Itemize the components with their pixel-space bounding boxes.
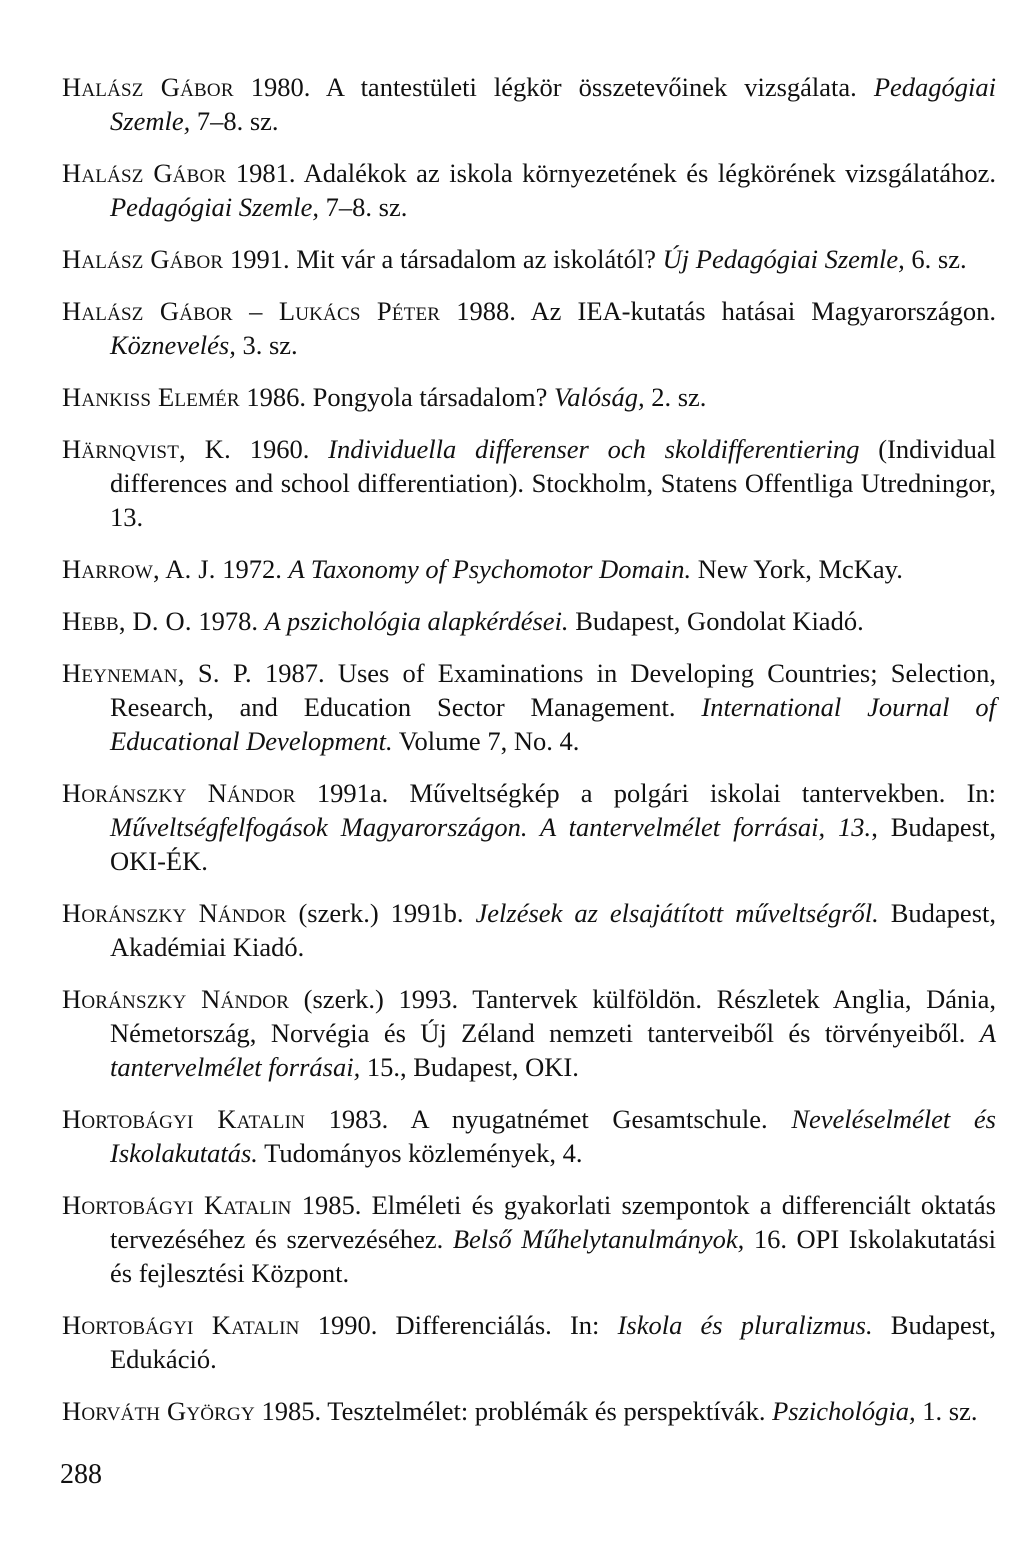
bibliography-entry [62, 294, 996, 362]
bibliography-entry [62, 1308, 996, 1376]
entry-author: Horánszky Nándor [62, 898, 287, 928]
entry-author: Härnqvist, K. [62, 434, 231, 464]
bibliography-entry [62, 776, 996, 878]
entry-title-italic: Belső Műhelytanulmányok, [452, 1224, 745, 1254]
entry-text: (szerk.) 1991b. [286, 898, 476, 928]
entry-text: 3. sz. [235, 330, 298, 360]
entry-text: 7–8. sz. [319, 192, 408, 222]
entry-text: New York, McKay. [691, 554, 903, 584]
entry-text: 1960. [230, 434, 329, 464]
entry-text: 1991. Mit vár a társadalom az iskolától? [223, 244, 663, 274]
bibliography-entry [62, 1102, 996, 1170]
entry-text: , Budapest, OKI-ÉK. [110, 812, 996, 876]
bibliography-entry [62, 552, 996, 586]
entry-author: Halász Gábor [62, 72, 234, 102]
entry-text: 1983. A nyugatnémet Gesamtschule. [305, 1104, 792, 1134]
entry-author: Hankiss Elemér [62, 382, 240, 412]
entry-text: Budapest, Edukáció. [110, 1310, 997, 1374]
entry-text: 6. sz. [904, 244, 967, 274]
entry-title-italic: Valóság, [554, 382, 645, 412]
entry-author: Hebb, D. O. [62, 606, 192, 636]
entry-text: 15., Budapest, OKI. [360, 1052, 579, 1082]
entry-title-italic: Iskola és pluralizmus. [617, 1310, 873, 1340]
entry-title-italic: Pszichológia, [772, 1396, 916, 1426]
page-number: 288 [60, 1459, 102, 1490]
entry-text: 2. sz. [644, 382, 707, 412]
entry-title-italic: Individuella differenser och skoldifferentiering [328, 434, 860, 464]
bibliography-entry [62, 1188, 996, 1290]
bibliography-entry [62, 380, 996, 414]
entry-author: Halász Gábor – Lukács Péter [62, 296, 441, 326]
entry-text: 1. sz. [915, 1396, 978, 1426]
bibliography-entry [62, 656, 996, 758]
entry-title-italic: Neveléselmélet és Iskolakutatás. [110, 1104, 996, 1168]
entry-text: 1980. A tantestületi légkör összetevőinek vizsgálata. [233, 72, 874, 102]
entry-author: Hortobágyi Katalin [62, 1104, 306, 1134]
entry-title-italic: A pszichológia alapkérdései. [264, 606, 569, 636]
entry-title-italic: Pedagógiai Szemle, [110, 72, 996, 136]
bibliography-list [62, 70, 996, 1446]
entry-text: 1985. Elméleti és gyakorlati szempontok a differenciált oktatás tervezéséhez és szervezéséhez. [110, 1190, 996, 1254]
entry-text: 1985. Tesztelmélet: problémák és perspektívák. [254, 1396, 773, 1426]
entry-text: 1988. Az IEA-kutatás hatásai Magyarországon. [440, 296, 996, 326]
entry-author: Heyneman, S. P. [62, 658, 252, 688]
entry-text: 1972. [215, 554, 289, 584]
entry-author: Harrow, A. J. [62, 554, 216, 584]
bibliography-entry [62, 1394, 996, 1428]
entry-text: Budapest, Gondolat Kiadó. [568, 606, 864, 636]
entry-title-italic: Jelzések az elsajátított műveltségről. [475, 898, 879, 928]
entry-title-italic: Műveltségfelfogások Magyarországon. A tantervelmélet forrásai, 13. [110, 812, 872, 842]
entry-author: Hortobágyi Katalin [62, 1310, 300, 1340]
entry-author: Hortobágyi Katalin [62, 1190, 292, 1220]
entry-author: Horánszky Nándor [62, 778, 296, 808]
bibliography-entry [62, 242, 996, 276]
entry-text: 7–8. sz. [190, 106, 279, 136]
entry-text: Tudományos közlemények, 4. [257, 1138, 583, 1168]
entry-title-italic: Köznevelés, [110, 330, 236, 360]
bibliography-entry [62, 604, 996, 638]
entry-text: 1986. Pongyola társadalom? [239, 382, 555, 412]
bibliography-entry [62, 896, 996, 964]
entry-text: Volume 7, No. 4. [392, 726, 580, 756]
entry-text: 1990. Differenciálás. In: [299, 1310, 618, 1340]
bibliography-entry [62, 982, 996, 1084]
entry-text: 1981. Adalékok az iskola környezetének és légkörének vizsgálatához. [226, 158, 997, 188]
entry-author: Horváth György [62, 1396, 255, 1426]
entry-title-italic: Pedagógiai Szemle, [110, 192, 320, 222]
entry-text: (szerk.) 1993. Tantervek külföldön. Részletek Anglia, Dánia, Németország, Norvégia és Új Zéland nemzeti tanterveiből és törvényeiből. [110, 984, 996, 1048]
bibliography-entry [62, 70, 996, 138]
entry-title-italic: A Taxonomy of Psychomotor Domain. [288, 554, 692, 584]
entry-author: Horánszky Nándor [62, 984, 290, 1014]
bibliography-entry [62, 432, 996, 534]
entry-text: 1978. [191, 606, 265, 636]
entry-author: Halász Gábor [62, 244, 224, 274]
entry-title-italic: A tantervelmélet forrásai, [110, 1018, 996, 1082]
entry-text: (Individual differences and school differentiation). Stockholm, Statens Offentliga Utredningor, 13. [110, 434, 997, 532]
entry-author: Halász Gábor [62, 158, 227, 188]
entry-text: 1991a. Műveltségkép a polgári iskolai tantervekben. In: [295, 778, 997, 808]
entry-text: 16. OPI Iskolakutatási és fejlesztési Központ. [110, 1224, 996, 1288]
entry-title-italic: International Journal of Educational Development. [110, 692, 997, 756]
entry-text: 1987. Uses of Examinations in Developing Countries; Selection, Research, and Education Sector Management. [110, 658, 996, 722]
bibliography-entry [62, 156, 996, 224]
entry-text: Budapest, Akadémiai Kiadó. [110, 898, 996, 962]
entry-title-italic: Új Pedagógiai Szemle, [662, 244, 905, 274]
